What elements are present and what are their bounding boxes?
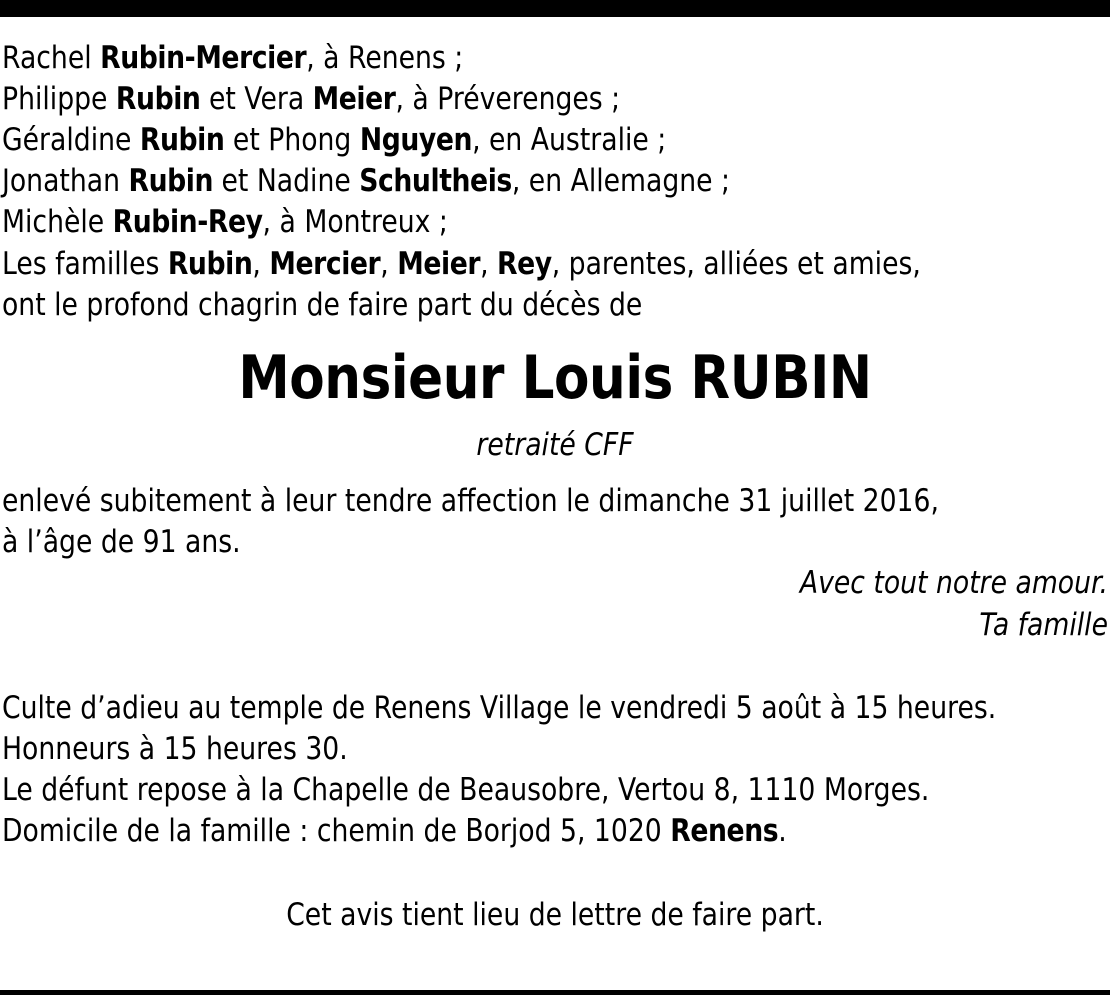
bottom-border-rule [0,990,1110,995]
surname: Rubin-Mercier [100,40,307,76]
domicile-period: . [778,813,787,849]
death-text-line-2: à l’âge de 91 ans. [2,524,241,560]
given-name: Géraldine [2,122,140,158]
closing-signature: Ta famille [979,607,1108,643]
intro-text: ont le profond chagrin de faire part du décès de [2,287,643,323]
family-line-rachel [2,38,953,79]
location: , en Allemagne ; [511,163,731,199]
deceased-title: retraité CFF [476,427,634,463]
surname: Rey [497,246,552,282]
surname: Mercier [269,246,381,282]
surname: Rubin [167,246,253,282]
given-name: Philippe [2,81,116,117]
family-line-jonathan [2,161,953,202]
top-border-rule [0,0,1110,17]
location: , en Australie ; [472,122,667,158]
ceremony-info: Culte d’adieu au temple de Renens Village le vendredi 5 août à 15 heures. [2,690,997,726]
surname: Rubin [128,163,214,199]
separator: , [480,246,498,282]
given-name: et Phong [224,122,360,158]
given-name: et Vera [200,81,313,117]
family-domicile [2,811,953,852]
rest-location: Le défunt repose à la Chapelle de Beausobre, Vertou 8, 1110 Morges. [2,772,930,808]
given-name: Michèle [2,204,113,240]
domicile-town: Renens [670,813,779,849]
deceased-name: Monsieur Louis RUBIN [238,343,872,413]
footer-note: Cet avis tient lieu de lettre de faire part. [286,897,824,933]
family-line-philippe [2,79,953,120]
location: , à Montreux ; [262,204,448,240]
given-name: Jonathan [2,163,129,199]
given-name: et Nadine [213,163,360,199]
domicile-address: Domicile de la famille : chemin de Borjod 5, 1020 [2,813,671,849]
given-name: Rachel [2,40,101,76]
separator: , [380,246,398,282]
location: , à Renens ; [306,40,464,76]
family-line-geraldine [2,120,953,161]
closing-love: Avec tout notre amour. [799,565,1108,601]
surname: Meier [397,246,481,282]
surname: Schultheis [359,163,512,199]
surname: Nguyen [359,122,473,158]
surname: Rubin [139,122,225,158]
surname: Rubin [115,81,201,117]
death-text-line-1: enlevé subitement à leur tendre affection le dimanche 31 juillet 2016, [2,483,939,519]
text: , parentes, alliées et amies, [551,246,921,282]
family-line-michele [2,202,953,243]
separator: , [252,246,270,282]
text: Les familles [2,246,168,282]
honours-info: Honneurs à 15 heures 30. [2,731,348,767]
surname: Rubin-Rey [112,204,263,240]
location: , à Préverenges ; [395,81,621,117]
surname: Meier [312,81,396,117]
family-line-families [2,244,953,285]
